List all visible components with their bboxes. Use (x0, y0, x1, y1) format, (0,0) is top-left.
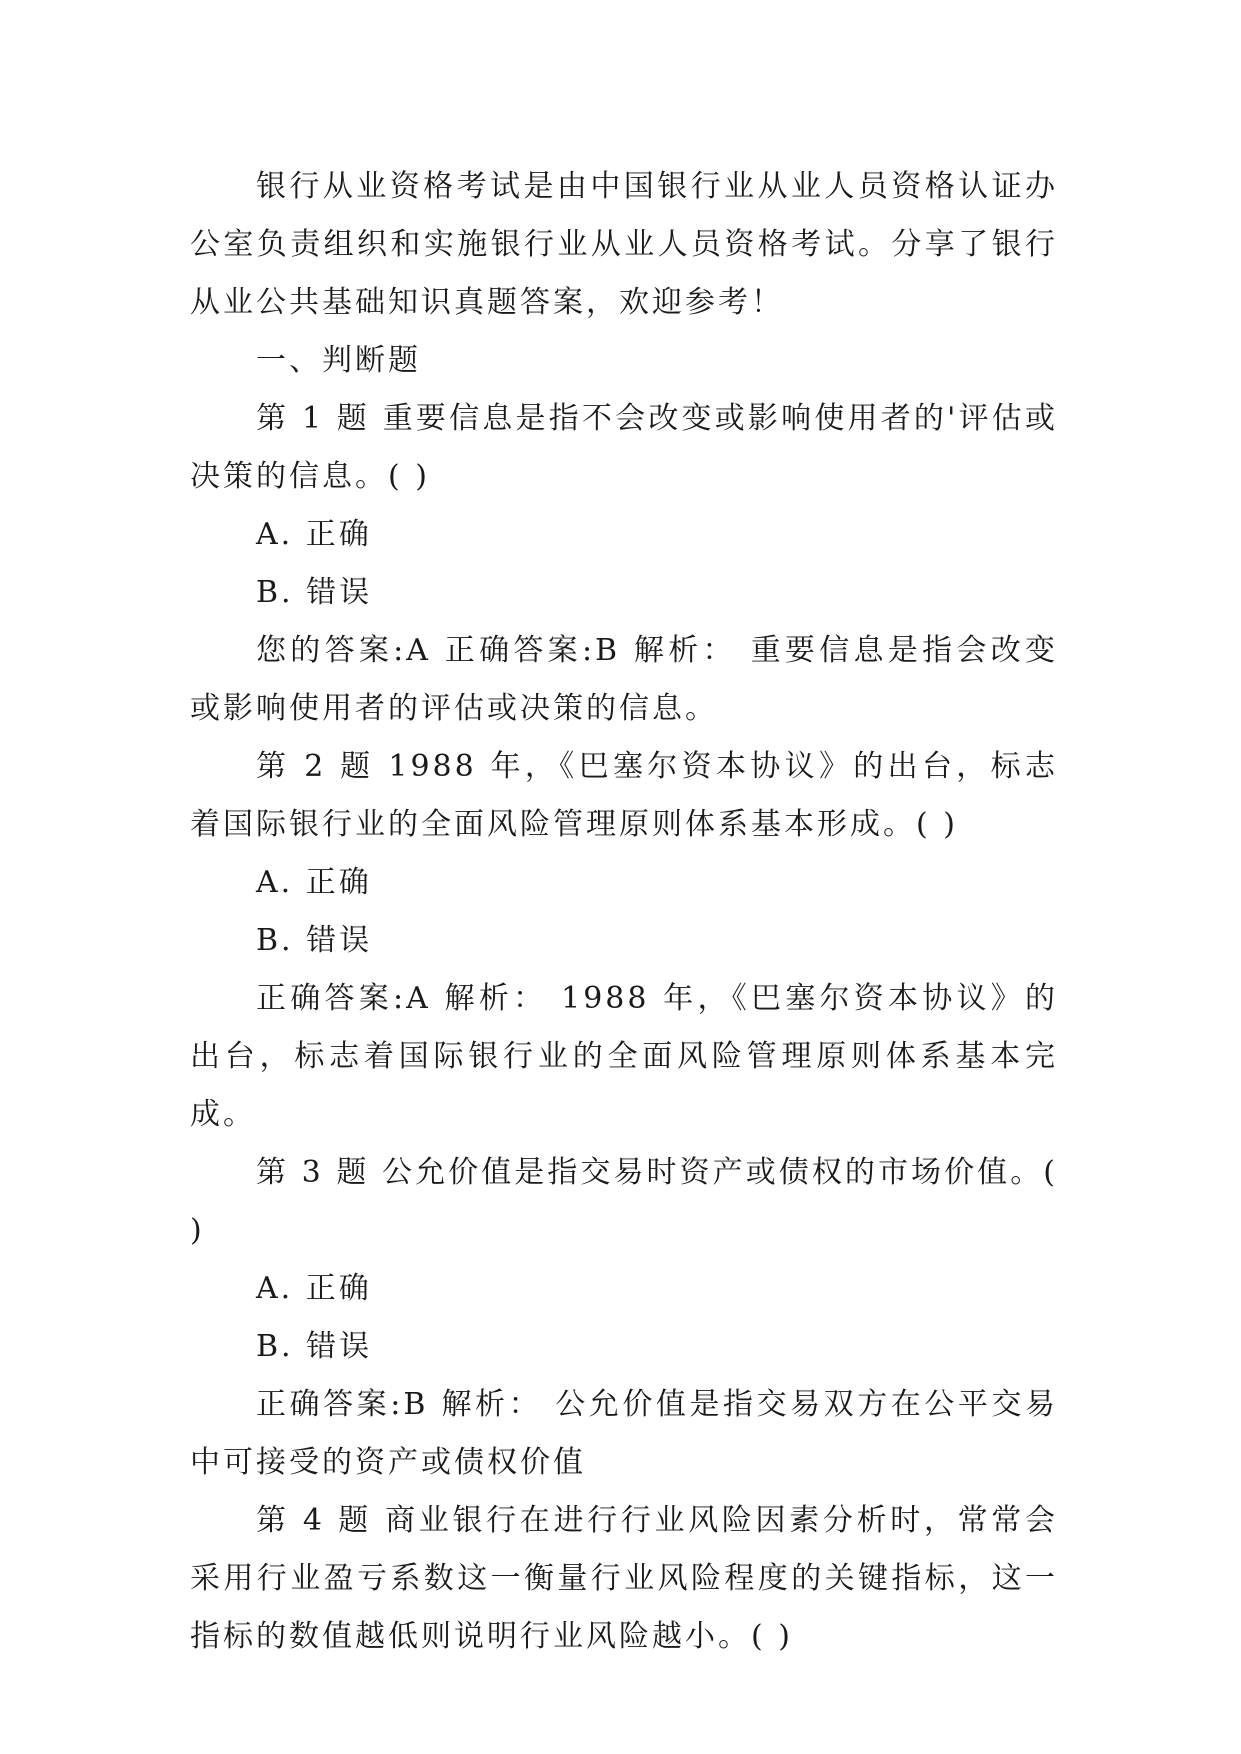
document-body (190, 158, 1058, 1666)
question-1-stem: 第 1 题 重要信息是指不会改变或影响使用者的'评估或决策的信息。( ) (190, 401, 1058, 494)
question-1-option-b: B. 错误 (256, 575, 373, 610)
question-3-answer: 正确答案:B 解析： 公允价值是指交易双方在公平交易中可接受的资产或债权价值 (190, 1387, 1058, 1480)
question-3-option-b: B. 错误 (256, 1329, 373, 1364)
question-3-option-a: A. 正确 (256, 1271, 372, 1306)
question-3-stem: 第 3 题 公允价值是指交易时资产或债权的市场价值。( ) (190, 1155, 1058, 1248)
intro-paragraph: 银行从业资格考试是由中国银行业从业人员资格认证办公室负责组织和实施银行业从业人员资格考试。分享了银行从业公共基础知识真题答案，欢迎参考！ (190, 169, 1058, 320)
question-2-option-a: A. 正确 (256, 865, 372, 900)
question-4-stem: 第 4 题 商业银行在进行行业风险因素分析时，常常会采用行业盈亏系数这一衡量行业风险程度的关键指标，这一指标的数值越低则说明行业风险越小。( ) (190, 1503, 1058, 1654)
question-1-answer: 您的答案:A 正确答案:B 解析： 重要信息是指会改变或影响使用者的评估或决策的信息。 (190, 633, 1058, 726)
question-2-option-b: B. 错误 (256, 923, 373, 958)
question-1-option-a: A. 正确 (256, 517, 372, 552)
question-2-answer: 正确答案:A 解析： 1988 年，《巴塞尔资本协议》的出台，标志着国际银行业的全面风险管理原则体系基本完成。 (190, 981, 1058, 1132)
question-2-stem: 第 2 题 1988 年，《巴塞尔资本协议》的出台，标志着国际银行业的全面风险管理原则体系基本形成。( ) (190, 749, 1058, 842)
section-title: 一、判断题 (256, 343, 421, 378)
